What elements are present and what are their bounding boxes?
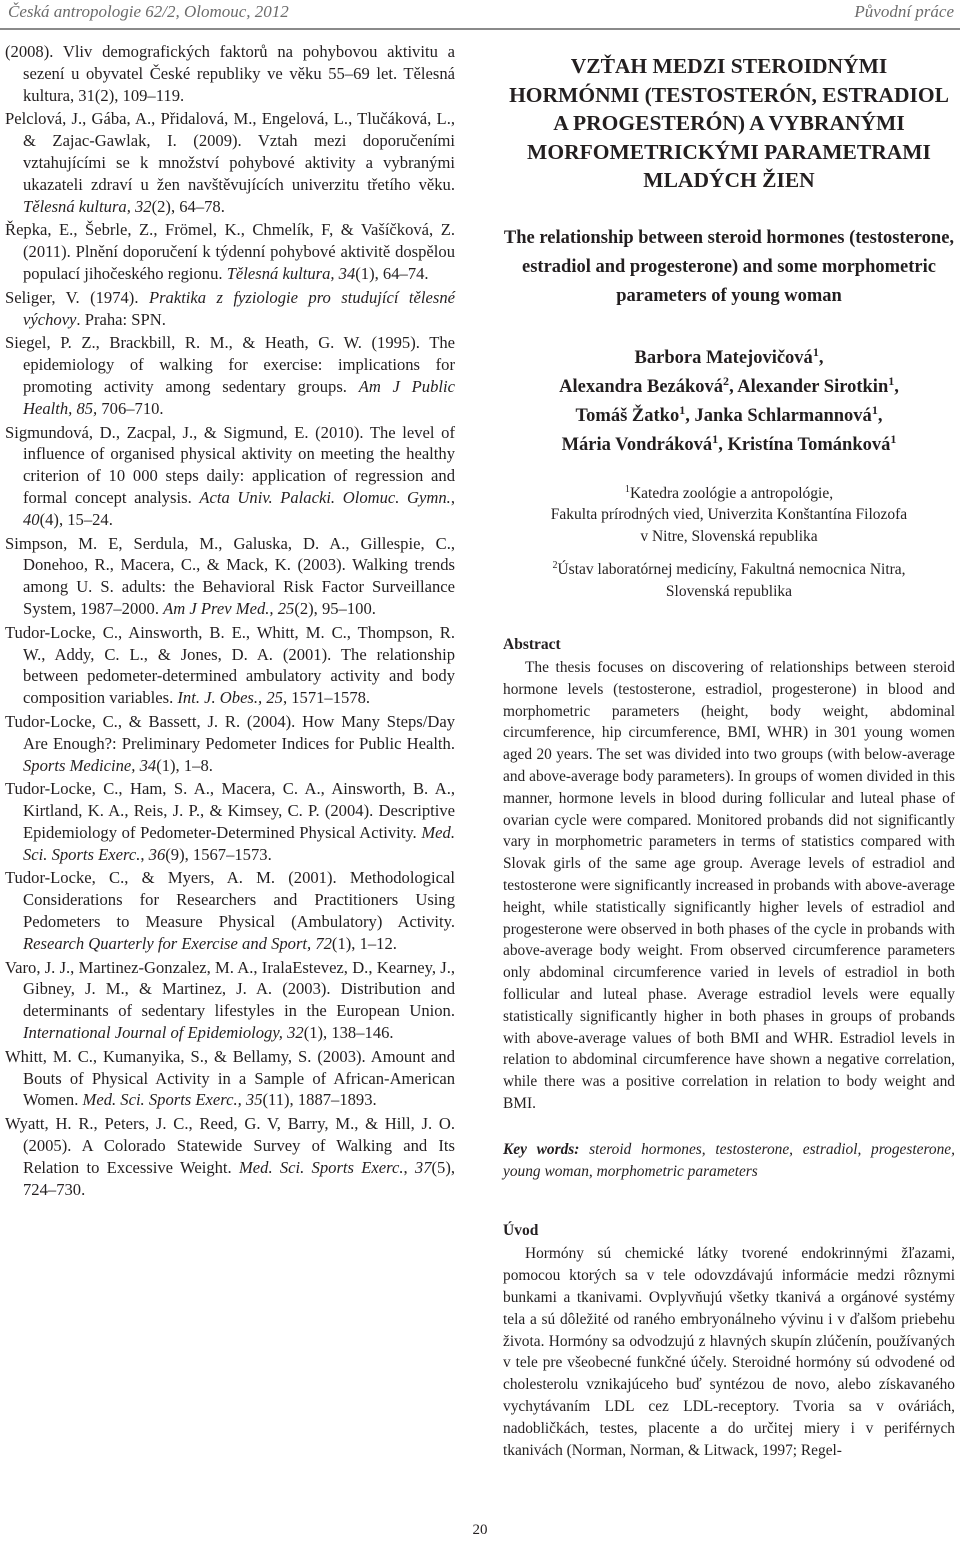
intro-heading: Úvod [503, 1222, 539, 1240]
reference-text: Řepka, E., Šebrle, Z., Frömel, K., Chmelík, F, & Vašíčková, Z. (2011). Plnění doporučení k týdenní pohybové aktivitě dospělou populací jihočeského regionu. [5, 220, 455, 283]
reference-source: Int. J. Obes., 25 [177, 688, 283, 708]
reference-item [5, 957, 455, 1044]
author-affiliation-mark: 1 [890, 431, 897, 446]
reference-text: Varo, J. J., Martinez-Gonzalez, M. A., IralaEstevez, D., Kearney, J., Gibney, J. M., & Martinez, J. A. (2003). Distribution and determinants of sedentary lifestyles in the European Union. [5, 957, 455, 1021]
reference-text: (2), 64–78. [151, 196, 225, 216]
reference-item [5, 711, 455, 776]
author-affiliation-mark: 1 [812, 344, 819, 359]
author-separator: , [818, 347, 824, 368]
author-affiliation-mark: 1 [712, 431, 719, 446]
reference-text: 706–710. [97, 398, 164, 418]
reference-text: Tudor-Locke, C., Ham, S. A., Macera, C. A., Ainsworth, B. A., Kirtland, K. A., Reis, J. P., & Kimsey, C. P. (2004). Descriptive Epidemiology of Pedometer-Determined Physical Activity. [5, 779, 455, 842]
reference-text: (1), 1–8. [156, 755, 213, 775]
author-name: Mária Vondráková [561, 434, 713, 455]
author-name: Barbora Matejovičová [634, 347, 813, 368]
reference-source: 36 [148, 844, 166, 864]
author-separator: , [729, 376, 734, 397]
author-separator: , [718, 434, 723, 455]
reference-item [5, 108, 455, 217]
references-list [5, 41, 455, 1202]
author-separator: , [894, 376, 899, 397]
keywords-text: steroid hormones, testosterone, estradiol, progesterone, young woman, morphometric parameters [503, 1140, 955, 1180]
reference-text: , [403, 1157, 415, 1177]
author-name: Kristína Tománková [727, 434, 891, 455]
reference-source: Research Quarterly for Exercise and Sport, 72 [23, 933, 332, 953]
author-affiliation-mark: 1 [679, 402, 686, 417]
reference-source: Med. Sci. Sports Exerc., 35 [82, 1090, 263, 1110]
reference-text: Seliger, V. (1974). [5, 287, 149, 307]
reference-text: (9), 1567–1573. [165, 844, 272, 864]
author-affiliation-mark: 2 [723, 373, 730, 388]
abstract-heading: Abstract [503, 636, 561, 653]
reference-text: (2008). Vliv demografických faktorů na pohybovou aktivitu a sezení u obyvatel České republiky ve věku 55–69 let. Tělesná kultura, 31(2), 109–119. [5, 42, 455, 105]
affiliation-1 [503, 483, 955, 548]
keywords [503, 1139, 955, 1183]
reference-source: International Journal of Epidemiology, 32 [23, 1023, 304, 1043]
affiliation-line: v Nitre, Slovenská republika [640, 527, 818, 545]
reference-text: (11), 1887–1893. [262, 1090, 377, 1110]
author-name: Alexandra Bezáková [559, 376, 724, 397]
reference-text: Tudor-Locke, C., & Myers, A. M. (2001). Methodological Considerations for Researchers and Practitioners Using Pedometers to Measure Physical (Ambulatory) Activity. [5, 868, 455, 932]
affiliation-2 [503, 559, 955, 602]
reference-text: Simpson, M. E, Serdula, M., Galuska, D. A., Gillespie, C., Donehoo, R., Macera, C., & Mack, K. (2003). Walking trends among U. S. adults: the Behavioral Risk Factor Surveillance System, 1987–2000. [5, 533, 455, 618]
author-separator: , [877, 405, 883, 426]
reference-source: Tělesná kultura, 32 [23, 196, 152, 216]
reference-text: . Praha: SPN. [76, 309, 166, 329]
reference-text: Tudor-Locke, C., Ainsworth, B. E., Whitt, M. C., Thompson, R. W., Addy, C. L., & Jones, D. A. (2001). The relationship between pedometer-determined ambulatory activity and body composition variables. [5, 622, 455, 708]
reference-source: 37 [414, 1157, 432, 1177]
reference-item [5, 533, 455, 620]
reference-text: , [450, 487, 455, 507]
affiliation-mark: 2 [552, 559, 558, 571]
reference-text: Wyatt, H. R., Peters, J. C., Reed, G. V, Barry, M., & Hill, J. O. (2005). A Colorado Statewide Survey of Walking and Its Relation to Excessive Weight. [5, 1114, 455, 1177]
reference-text: (4), 15–24. [39, 509, 113, 529]
affiliation-line: Ústav laboratórnej medicíny, Fakultná nemocnica Nitra, [557, 561, 906, 578]
author-name: Janka Schlarmannová [694, 405, 872, 426]
reference-text: (1), 64–74. [355, 263, 429, 283]
reference-text: Pelclová, J., Gába, A., Přidalová, M., Engelová, L., Tlučáková, L., & Zajac-Gawlak, I. (2009). Vztah mezi doporučeními vztahujícími se k množství pohybové aktivity a vybranými ukazateli zdraví u žen navštěvujících univerzitu třetího věku. [5, 109, 455, 194]
author-affiliation-mark: 1 [888, 373, 895, 388]
reference-text: (2), 95–100. [294, 598, 376, 618]
affiliation-line: Slovenská republika [665, 582, 793, 600]
reference-text: (1), 1–12. [331, 933, 397, 953]
reference-text: (5), 724–730. [23, 1157, 456, 1199]
page-header [0, 0, 960, 38]
reference-item [5, 1113, 455, 1200]
page-number: 20 [472, 1522, 488, 1538]
article-category: Původní práce [854, 2, 954, 21]
keywords-label: Key words: [503, 1140, 580, 1158]
affiliation-line: Katedra zoológie a antropológie, [629, 484, 834, 502]
reference-source: Sports Medicine, 34 [23, 755, 157, 775]
reference-text: (1), 138–146. [303, 1023, 394, 1043]
reference-text: Siegel, P. Z., Brackbill, R. M., & Heath, G. W. (1995). The epidemiology of walking for exercise: implications for promoting activity among sedentary groups. [5, 333, 455, 396]
reference-text: Tudor-Locke, C., & Bassett, J. R. (2004). How Many Steps/Day Are Enough?: Preliminary Pedometer Indices for Public Health. [5, 711, 455, 753]
reference-source: 40 [23, 509, 40, 529]
reference-source: Med. Sci. Sports Exerc. [23, 822, 455, 864]
reference-item [5, 778, 455, 865]
reference-item [5, 332, 455, 419]
reference-item [5, 1046, 455, 1111]
journal-title: Česká antropologie 62/2, Olomouc, 2012 [8, 2, 289, 21]
reference-item [5, 287, 455, 331]
reference-text: , 1571–1578. [282, 688, 371, 708]
author-list [503, 344, 955, 460]
intro-text: Hormóny sú chemické látky tvorené endokrinnými žľazami, pomocou ktorých sa v tele odovzdávajú informácie medzi rôznymi bunkami a tkanivami. Ovplyvňujú všetky tkanivá a orgánové systémy tela a sú dôležité od raného embryonálneho vývinu i v ďalšom priebehu života. Hormóny sa odvodzujú z hlavných skupín zlúčenín, používaných v tele pre všeobecné funkčné účely. Steroidné hormóny sú odvodené od cholesterolu vznikajúceho buď syntézou de novo, alebo získavaného vychytávaním LDL cez LDL-receptory. Tvoria sa v ováriách, nadobličkách, testes, placente a do určitej miery i v periférnych tkanivách (Norman, Norman, & Litwack, 1997; Regel- [503, 1245, 955, 1459]
reference-item [5, 867, 455, 954]
reference-source: Med. Sci. Sports Exerc. [238, 1157, 404, 1177]
affiliation-line: Fakulta prírodných vied, Univerzita Konštantína Filozofa [550, 506, 908, 523]
abstract-text: The thesis focuses on discovering of relationships between steroid hormone levels (testosterone, estradiol, progesterone) in blood and morphometric parameters (height, body weight, abdominal circumference, hip circumference, BMI, WHR) in 301 young women aged 20 years. The set was divided into two groups (with below-average and above-average body parameters). In groups of women divided in this manner, hormone levels in blood during follicular and luteal phase of ovarian cycle were compared. Monitored probands did not significantly vary in morphometric parameters in terms of statistics compared with Slovak girls of the same age group. Average levels of estradiol and testosterone were significantly increased in probands with above-average height, while statistically significantly higher levels of estradiol and progesterone were observed in both phases of the cycle in probands with above-average body weight. From observed circumference parameters only abdominal circumference varied in levels of estradiol in both follicular and luteal phase. Average estradiol levels were equally statistically significantly higher in both phases in groups of probands with above-average values of both BMI and WHR. Estradiol levels in relation to abdominal circumference have shown a negative correlation, while there was a positive correlation in relation to body weight and BMI. [503, 659, 955, 1112]
author-name: Alexander Sirotkin [737, 376, 889, 397]
affiliation-mark: 1 [624, 483, 630, 495]
reference-item [5, 219, 455, 284]
header-rule [0, 28, 960, 30]
reference-item [5, 622, 455, 709]
article-column [503, 52, 955, 1461]
reference-text: , [140, 844, 149, 864]
reference-source: Am J Public Health, 85, [23, 376, 455, 418]
reference-source: Tělesná kultura, 34 [226, 263, 356, 283]
reference-text: Sigmundová, D., Zacpal, J., & Sigmund, E. (2010). The level of influence of organised physical aktivity on meeting the healthy criterion of 10 000 steps daily: application of regression and formal concept analysis. [5, 422, 455, 507]
reference-source: Praktika z fyziologie pro studující tělesné výchovy [23, 287, 455, 329]
reference-item [5, 422, 455, 531]
author-name: Tomáš Žatko [575, 405, 680, 426]
reference-source: Acta Univ. Palacki. Olomuc. Gymn. [199, 487, 451, 507]
article-title-english: The relationship between steroid hormones (testosterone, estradiol and progesterone) and some morphometric parameters of young woman [503, 227, 955, 306]
author-affiliation-mark: 1 [871, 402, 878, 417]
reference-item [5, 41, 455, 106]
reference-text: Whitt, M. C., Kumanyika, S., & Bellamy, S. (2003). Amount and Bouts of Physical Activity in a Sample of African-American Women. [5, 1046, 455, 1110]
reference-source: Am J Prev Med., 25 [163, 598, 295, 618]
author-separator: , [685, 405, 690, 426]
article-title-slovak: VZŤAH MEDZI STEROIDNÝMI HORMÓNMI (TESTOSTERÓN, ESTRADIOL A PROGESTERÓN) A VYBRANÝMI MORFOMETRICKÝMI PARAMETRAMI MLADÝCH ŽIEN [509, 54, 949, 192]
